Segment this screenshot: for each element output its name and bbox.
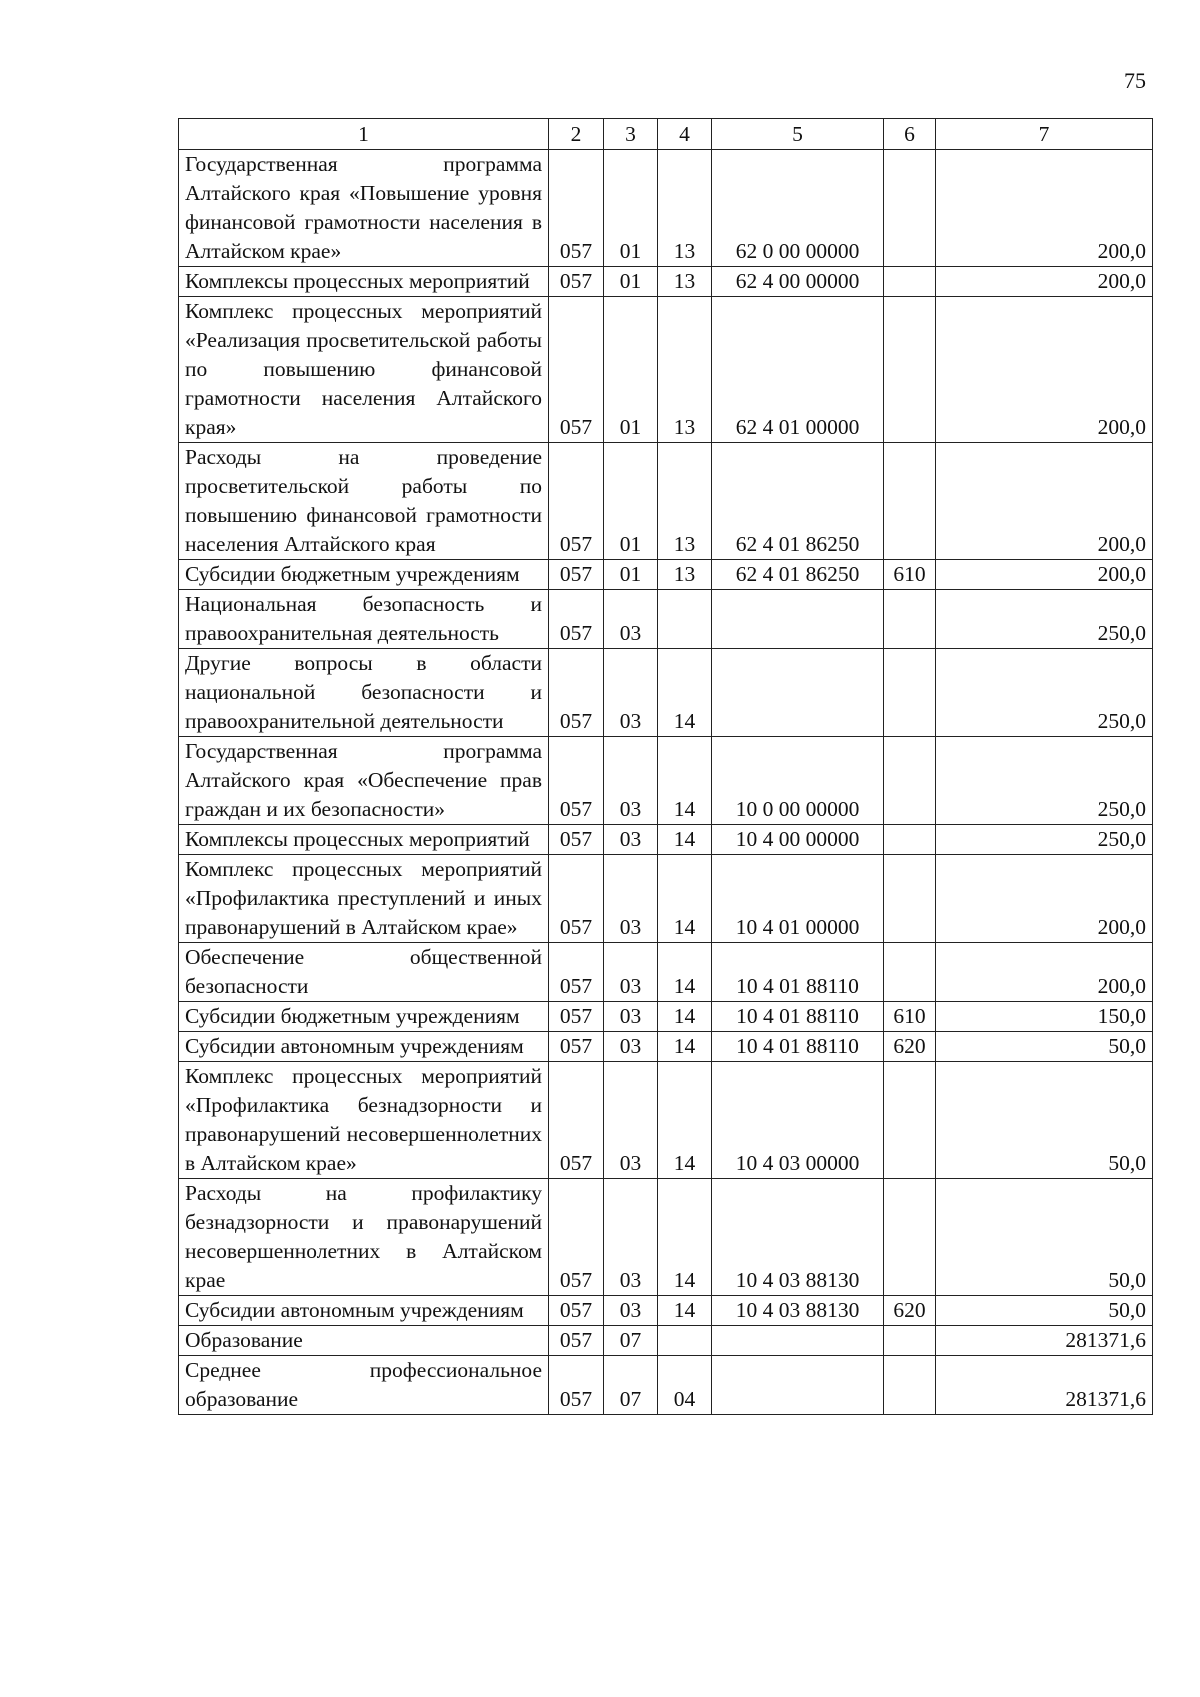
column-header: 2 [549, 119, 604, 150]
amount-cell: 200,0 [936, 267, 1153, 297]
code-cell: 057 [549, 1356, 604, 1415]
table-row [179, 943, 1153, 1002]
amount-cell: 200,0 [936, 443, 1153, 560]
table-header-row [179, 119, 1153, 150]
subsection-cell [658, 590, 712, 649]
amount-cell: 50,0 [936, 1032, 1153, 1062]
row-name-cell: Расходы на профилактику безнадзорности и правонарушений несовершеннолетних в Алтайском крае [179, 1179, 549, 1296]
code-cell: 057 [549, 443, 604, 560]
target-article-cell [712, 1326, 884, 1356]
target-article-cell [712, 590, 884, 649]
table-row [179, 737, 1153, 825]
page-number: 75 [1124, 68, 1146, 93]
section-cell: 01 [604, 267, 658, 297]
section-cell: 03 [604, 1179, 658, 1296]
code-cell: 057 [549, 1296, 604, 1326]
table-row [179, 560, 1153, 590]
subsection-cell: 14 [658, 1062, 712, 1179]
table-row [179, 443, 1153, 560]
amount-cell: 50,0 [936, 1179, 1153, 1296]
table-row [179, 1179, 1153, 1296]
code-cell: 057 [549, 943, 604, 1002]
subsection-cell: 14 [658, 737, 712, 825]
amount-cell: 200,0 [936, 855, 1153, 943]
amount-cell: 281371,6 [936, 1356, 1153, 1415]
expense-type-cell [884, 943, 936, 1002]
table-row [179, 150, 1153, 267]
subsection-cell: 14 [658, 1002, 712, 1032]
section-cell: 03 [604, 825, 658, 855]
table-row [179, 297, 1153, 443]
section-cell: 07 [604, 1326, 658, 1356]
target-article-cell: 10 4 01 88110 [712, 943, 884, 1002]
subsection-cell [658, 1326, 712, 1356]
subsection-cell: 14 [658, 825, 712, 855]
target-article-cell: 10 4 00 00000 [712, 825, 884, 855]
section-cell: 01 [604, 560, 658, 590]
amount-cell: 150,0 [936, 1002, 1153, 1032]
subsection-cell: 13 [658, 267, 712, 297]
target-article-cell: 62 4 01 86250 [712, 560, 884, 590]
table-row [179, 825, 1153, 855]
target-article-cell: 10 4 03 00000 [712, 1062, 884, 1179]
row-name-cell: Субсидии автономным учреждениям [179, 1032, 549, 1062]
row-name-cell: Образование [179, 1326, 549, 1356]
subsection-cell: 14 [658, 1179, 712, 1296]
row-name-cell: Государственная программа Алтайского края «Обеспечение прав граждан и их безопасности» [179, 737, 549, 825]
target-article-cell: 10 0 00 00000 [712, 737, 884, 825]
code-cell: 057 [549, 1326, 604, 1356]
row-name-cell: Комплексы процессных мероприятий [179, 267, 549, 297]
subsection-cell: 14 [658, 855, 712, 943]
budget-table [178, 118, 1153, 1415]
target-article-cell: 62 0 00 00000 [712, 150, 884, 267]
column-header: 7 [936, 119, 1153, 150]
code-cell: 057 [549, 150, 604, 267]
expense-type-cell [884, 1326, 936, 1356]
section-cell: 03 [604, 855, 658, 943]
table-row [179, 1032, 1153, 1062]
expense-type-cell [884, 1179, 936, 1296]
section-cell: 01 [604, 443, 658, 560]
subsection-cell: 13 [658, 297, 712, 443]
code-cell: 057 [549, 649, 604, 737]
target-article-cell: 10 4 01 88110 [712, 1002, 884, 1032]
expense-type-cell [884, 855, 936, 943]
section-cell: 03 [604, 737, 658, 825]
code-cell: 057 [549, 1032, 604, 1062]
expense-type-cell: 610 [884, 560, 936, 590]
expense-type-cell: 610 [884, 1002, 936, 1032]
section-cell: 03 [604, 590, 658, 649]
section-cell: 07 [604, 1356, 658, 1415]
table-row [179, 649, 1153, 737]
table-row [179, 1002, 1153, 1032]
row-name-cell: Расходы на проведение просветительской работы по повышению финансовой грамотности населения Алтайского края [179, 443, 549, 560]
column-header: 3 [604, 119, 658, 150]
target-article-cell: 10 4 03 88130 [712, 1179, 884, 1296]
amount-cell: 200,0 [936, 150, 1153, 267]
expense-type-cell [884, 443, 936, 560]
row-name-cell: Комплекс процессных мероприятий «Реализация просветительской работы по повышению финансовой грамотности населения Алтайского края» [179, 297, 549, 443]
code-cell: 057 [549, 560, 604, 590]
amount-cell: 281371,6 [936, 1326, 1153, 1356]
code-cell: 057 [549, 1062, 604, 1179]
section-cell: 03 [604, 1296, 658, 1326]
target-article-cell: 10 4 03 88130 [712, 1296, 884, 1326]
row-name-cell: Среднее профессиональное образование [179, 1356, 549, 1415]
column-header: 4 [658, 119, 712, 150]
code-cell: 057 [549, 267, 604, 297]
amount-cell: 250,0 [936, 590, 1153, 649]
target-article-cell: 10 4 01 88110 [712, 1032, 884, 1062]
amount-cell: 250,0 [936, 825, 1153, 855]
row-name-cell: Субсидии автономным учреждениям [179, 1296, 549, 1326]
subsection-cell: 14 [658, 943, 712, 1002]
subsection-cell: 14 [658, 1296, 712, 1326]
table-row [179, 855, 1153, 943]
expense-type-cell [884, 297, 936, 443]
expense-type-cell [884, 825, 936, 855]
expense-type-cell [884, 737, 936, 825]
target-article-cell [712, 649, 884, 737]
row-name-cell: Субсидии бюджетным учреждениям [179, 560, 549, 590]
subsection-cell: 13 [658, 443, 712, 560]
row-name-cell: Комплекс процессных мероприятий «Профилактика преступлений и иных правонарушений в Алтайском крае» [179, 855, 549, 943]
code-cell: 057 [549, 1002, 604, 1032]
code-cell: 057 [549, 825, 604, 855]
table-row [179, 1356, 1153, 1415]
section-cell: 03 [604, 1002, 658, 1032]
section-cell: 01 [604, 297, 658, 443]
expense-type-cell [884, 1356, 936, 1415]
code-cell: 057 [549, 855, 604, 943]
section-cell: 01 [604, 150, 658, 267]
section-cell: 03 [604, 1062, 658, 1179]
row-name-cell: Национальная безопасность и правоохранительная деятельность [179, 590, 549, 649]
amount-cell: 250,0 [936, 737, 1153, 825]
table-row [179, 1326, 1153, 1356]
expense-type-cell [884, 267, 936, 297]
amount-cell: 250,0 [936, 649, 1153, 737]
subsection-cell: 14 [658, 649, 712, 737]
section-cell: 03 [604, 943, 658, 1002]
row-name-cell: Субсидии бюджетным учреждениям [179, 1002, 549, 1032]
target-article-cell: 62 4 01 00000 [712, 297, 884, 443]
column-header: 6 [884, 119, 936, 150]
section-cell: 03 [604, 649, 658, 737]
table-row [179, 267, 1153, 297]
expense-type-cell [884, 590, 936, 649]
code-cell: 057 [549, 1179, 604, 1296]
row-name-cell: Государственная программа Алтайского края «Повышение уровня финансовой грамотности населения в Алтайском крае» [179, 150, 549, 267]
row-name-cell: Комплекс процессных мероприятий «Профилактика безнадзорности и правонарушений несовершеннолетних в Алтайском крае» [179, 1062, 549, 1179]
row-name-cell: Обеспечение общественной безопасности [179, 943, 549, 1002]
expense-type-cell [884, 150, 936, 267]
expense-type-cell [884, 1062, 936, 1179]
target-article-cell: 10 4 01 00000 [712, 855, 884, 943]
subsection-cell: 13 [658, 150, 712, 267]
code-cell: 057 [549, 297, 604, 443]
table-row [179, 1296, 1153, 1326]
target-article-cell: 62 4 01 86250 [712, 443, 884, 560]
expense-type-cell [884, 649, 936, 737]
code-cell: 057 [549, 737, 604, 825]
section-cell: 03 [604, 1032, 658, 1062]
expense-type-cell: 620 [884, 1296, 936, 1326]
target-article-cell [712, 1356, 884, 1415]
subsection-cell: 04 [658, 1356, 712, 1415]
code-cell: 057 [549, 590, 604, 649]
table-row [179, 1062, 1153, 1179]
column-header: 1 [179, 119, 549, 150]
amount-cell: 200,0 [936, 943, 1153, 1002]
table-row [179, 590, 1153, 649]
subsection-cell: 14 [658, 1032, 712, 1062]
row-name-cell: Другие вопросы в области национальной безопасности и правоохранительной деятельности [179, 649, 549, 737]
expense-type-cell: 620 [884, 1032, 936, 1062]
amount-cell: 50,0 [936, 1062, 1153, 1179]
amount-cell: 200,0 [936, 297, 1153, 443]
amount-cell: 200,0 [936, 560, 1153, 590]
target-article-cell: 62 4 00 00000 [712, 267, 884, 297]
row-name-cell: Комплексы процессных мероприятий [179, 825, 549, 855]
subsection-cell: 13 [658, 560, 712, 590]
amount-cell: 50,0 [936, 1296, 1153, 1326]
column-header: 5 [712, 119, 884, 150]
